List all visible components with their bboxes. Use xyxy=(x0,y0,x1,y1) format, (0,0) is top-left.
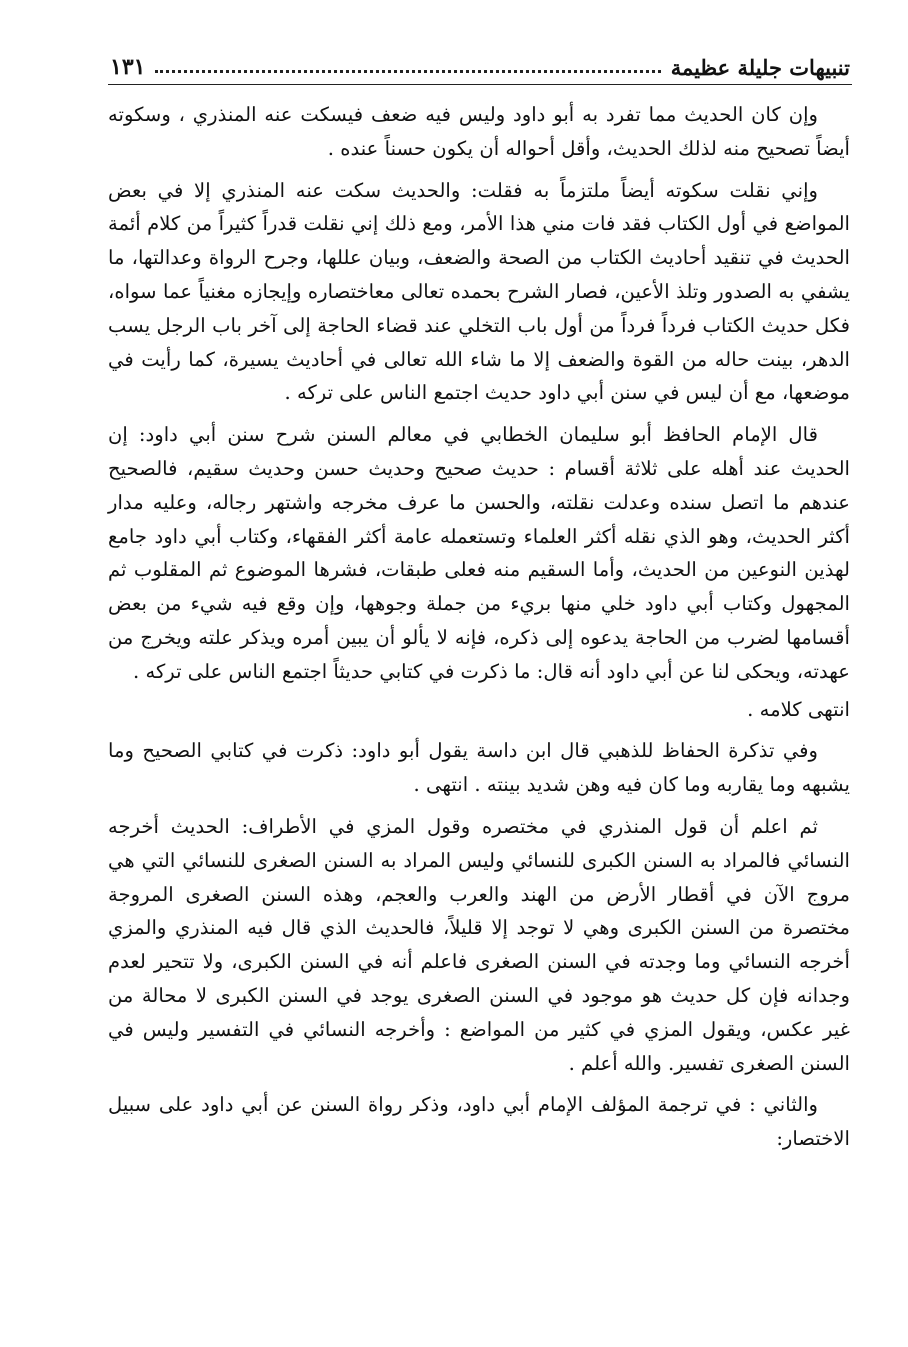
page-number: ١٣١ xyxy=(110,54,146,80)
paragraph-1: وإن كان الحديث مما تفرد به أبو داود وليس فيه ضعف فيسكت عنه المنذري ، وسكوته أيضاً تصحيح منه لذلك الحديث، وأقل أحواله أن يكون حسناً عنده . xyxy=(108,103,850,160)
header-dot-leader xyxy=(155,70,660,73)
paragraph-6: والثاني : في ترجمة المؤلف الإمام أبي داود، وذكر رواة السنن عن أبي داود على سبيل الاختصار: xyxy=(108,1093,850,1151)
paragraph-5: ثم اعلم أن قول المنذري في مختصره وقول المزي في الأطراف: الحديث أخرجه النسائي فالمراد به السنن الكبرى للنسائي وليس المراد به السنن الصغرى للنسائي التي هي مروج الآن في أقطار الأرض من الهند والعرب والعجم، وهذه السنن الصغرى المروجة مختصرة من السنن الكبرى وهي لا توجد إلا قليلاً، فالحديث الذي قال فيه المنذري والمزي أخرجه النسائي وما وجدته في السنن الصغرى فاعلم أنه في السنن الكبرى، ولا تتحير لعدم وجدانه فإن كل حديث هو موجود في السنن الصغرى يوجد في السنن الكبرى لا محالة من غير عكس، ويقول المزي في كثير من المواضع : وأخرجه النسائي في التفسير وليس في السنن الصغرى تفسير. والله أعلم . xyxy=(108,814,850,1075)
paragraph-2: وإني نقلت سكوته أيضاً ملتزماً به فقلت: والحديث سكت عنه المنذري إلا في بعض المواضع في أول الكتاب فقد فات مني هذا الأمر، ومع ذلك إني نقلت قدراً كثيراً من كلام أئمة الحديث في تنقيد أحاديث الكتاب من الصحة والضعف، وبيان عللها، وجرح الرواة وعدالتها، ما يشفي به الصدور وتلذ الأعين، فصار الشرح بحمده تعالى معاختصاره وإيجازه مغنياً عما سواه، فكل حديث الكتاب فرداً فرداً من أول باب التخلي عند قضاء الحاجة إلى آخر باب الرجل يسب الدهر، بينت حاله من القوة والضعف إلا ما شاء الله تعالى في أحاديث يسيرة، كما رأيت في موضعها، مع أن ليس في سنن أبي داود حديث اجتمع الناس على تركه . xyxy=(108,178,850,405)
paragraph-4: وفي تذكرة الحفاظ للذهبي قال ابن داسة يقول أبو داود: ذكرت في كتابي الصحيح وما يشبهه وما يقاربه وما كان فيه وهن شديد بينته . انتهى . xyxy=(108,739,850,797)
paragraph-3-closing: انتهى كلامه . xyxy=(747,697,850,721)
running-title: تنبيهات جليلة عظيمة xyxy=(670,55,850,80)
running-header xyxy=(110,38,850,78)
body-text xyxy=(108,98,850,1164)
paragraph-3: قال الإمام الحافظ أبو سليمان الخطابي في معالم السنن شرح سنن أبي داود: إن الحديث عند أهله على ثلاثة أقسام : حديث صحيح وحديث حسن وحديث سقيم، فالصحيح عندهم ما اتصل سنده وعدلت نقلته، والحسن ما عرف مخرجه واشتهر رجاله، وعليه مدار أكثر الحديث، وهو الذي نقله أكثر العلماء وتستعمله عامة أكثر الفقهاء، وكتاب أبي داود جامع لهذين النوعين من الحديث، وأما السقيم منه فعلى طبقات، فشرها الموضوع ثم المقلوب ثم المجهول وكتاب أبي داود خلي منها بريء من جملة وجوهها، وإن وقع فيه شيء من بعض أقسامها لضرب من الحاجة يدعوه إلى ذكره، فإنه لا يألو أن يبين أمره ويذكر علته ويخرج من عهدته، ويحكى لنا عن أبي داود أنه قال: ما ذكرت في كتابي حديثاً اجتمع الناس على تركه . xyxy=(108,423,850,683)
header-rule xyxy=(108,84,852,85)
